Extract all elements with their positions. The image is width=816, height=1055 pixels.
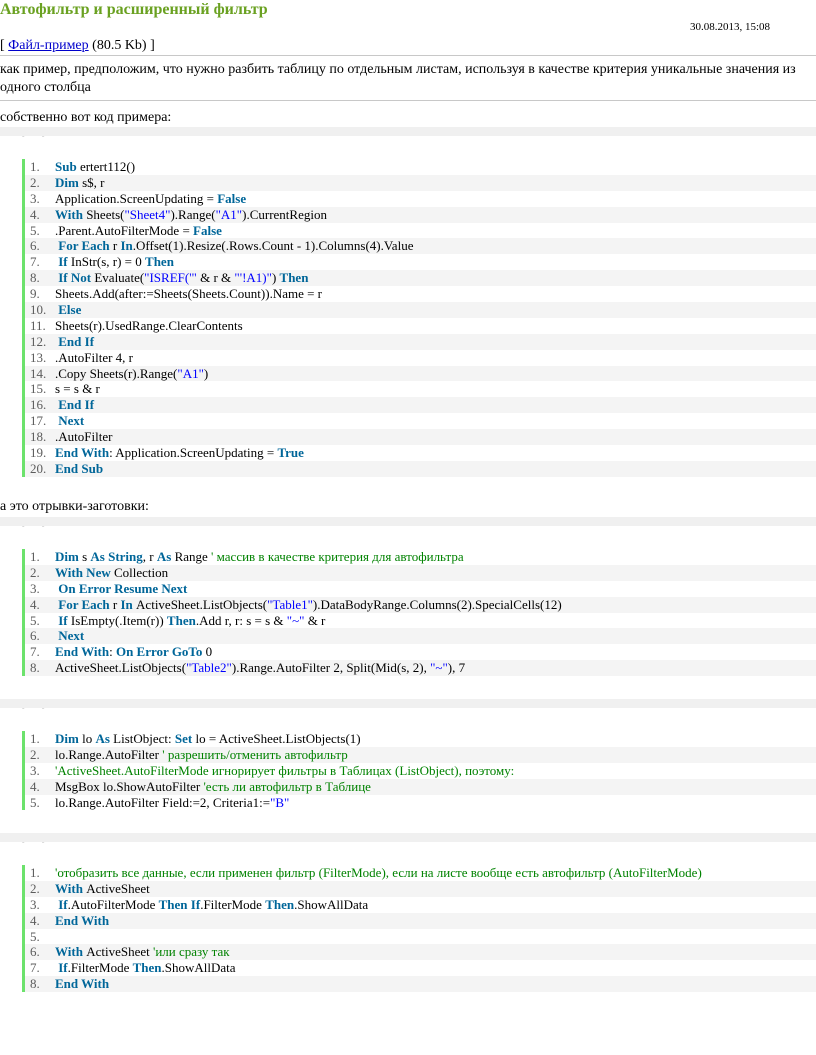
code-keyword: If Not (55, 270, 95, 286)
code-comment: 'ActiveSheet.AutoFilterMode игнорирует фильтры в Таблицах (ListObject), поэтому: (55, 762, 515, 778)
line-number: 12. (30, 333, 47, 349)
code-keyword: Then (265, 896, 295, 912)
code-token: 0 (205, 644, 213, 660)
code-text (55, 795, 289, 811)
line-number: 6. (30, 628, 40, 644)
code-line (25, 238, 816, 254)
code-line (25, 960, 816, 976)
code-text (55, 366, 208, 382)
code-keyword: In (120, 238, 133, 254)
code-text (55, 445, 304, 461)
line-number: 9. (30, 286, 40, 302)
code-line (25, 302, 816, 318)
code-text (55, 613, 325, 629)
code-string: "B" (270, 794, 290, 810)
code-token: r (112, 596, 121, 612)
code-line (25, 286, 816, 302)
line-number: 1. (30, 549, 40, 564)
code-keyword: For Each (55, 238, 113, 254)
line-number: 15. (30, 381, 47, 397)
code-toolbar-bar (0, 699, 816, 708)
code-text (55, 286, 322, 302)
code-line (25, 660, 816, 676)
code-line (25, 628, 816, 644)
code-text (55, 413, 84, 429)
line-number: 8. (30, 660, 40, 676)
line-number: 16. (30, 397, 47, 413)
file-attachment (0, 38, 155, 54)
line-number: 5. (30, 794, 40, 810)
code-toolbar-bar (0, 127, 816, 136)
line-number: 18. (30, 429, 47, 445)
code-token: .Parent.AutoFilterMode = (55, 222, 194, 238)
code-token: lo.Range.AutoFilter Field:=2, Criteria1:= (55, 794, 271, 810)
code-line (25, 929, 816, 945)
code-line (25, 976, 816, 992)
code-text (55, 897, 368, 913)
code-keyword: Dim (55, 549, 83, 564)
code-token: MsgBox lo.ShowAutoFilter (55, 778, 204, 794)
code-string: "~" (430, 660, 448, 676)
code-keyword: With (55, 880, 87, 896)
code-token: Application.ScreenUpdating = (55, 190, 218, 206)
line-number: 2. (30, 746, 40, 762)
line-number: 8. (30, 270, 40, 286)
code-line (25, 461, 816, 477)
code-token: ), 7 (447, 660, 466, 676)
code-line (25, 429, 816, 445)
file-bracket-open: [ (0, 38, 9, 53)
code-token: ertert112() (79, 159, 136, 174)
code-keyword: Next (55, 628, 85, 644)
code-line (25, 318, 816, 334)
code-text (55, 175, 104, 191)
code-keyword: As (156, 549, 175, 564)
code-keyword: Next (55, 413, 85, 429)
code-keyword: Set (174, 731, 196, 746)
code-text (55, 747, 348, 763)
code-token: , r (142, 549, 157, 564)
line-number: 1. (30, 159, 40, 174)
line-number: 19. (30, 445, 47, 461)
code-token: .Add r, r: s = s & (195, 612, 287, 628)
code-block (22, 865, 816, 992)
code-text (55, 397, 94, 413)
code-keyword: On Error Resume Next (55, 580, 188, 596)
code-line (25, 581, 816, 597)
code-token: s (82, 549, 91, 564)
code-line (25, 381, 816, 397)
code-keyword: End If (55, 333, 95, 349)
line-number: 5. (30, 612, 40, 628)
line-number: 3. (30, 762, 40, 778)
code-token: ) (203, 365, 209, 381)
code-string: "ISREF('" (144, 270, 197, 286)
code-text (55, 944, 230, 960)
code-line (25, 207, 816, 223)
line-number: 4. (30, 912, 40, 928)
code-token: .AutoFilterMode (67, 896, 159, 912)
line-number: 10. (30, 302, 47, 318)
code-line (25, 644, 816, 660)
code-token: ).Range.AutoFilter 2, Split(Mid(s, 2), (231, 660, 431, 676)
code-comment: ' разрешить/отменить автофильтр (162, 746, 348, 762)
code-token: ) (271, 270, 280, 286)
code-keyword: False (217, 190, 247, 206)
code-line (25, 191, 816, 207)
code-text (55, 913, 109, 929)
code-line (25, 445, 816, 461)
line-number: 7. (30, 644, 40, 660)
code-text (55, 254, 174, 270)
code-keyword: Then (279, 270, 309, 286)
code-token: Sheets( (86, 206, 125, 222)
code-keyword: False (193, 222, 222, 238)
code-token: .FilterMode (200, 896, 266, 912)
code-keyword: With (55, 944, 87, 960)
code-line (25, 865, 816, 881)
code-text (55, 581, 187, 597)
code-string: "Table2" (186, 660, 232, 676)
code-line (25, 334, 816, 350)
code-line (25, 763, 816, 779)
line-number: 17. (30, 413, 47, 429)
code-token: : Application.ScreenUpdating = (109, 445, 278, 461)
code-comment: 'или сразу так (152, 944, 230, 960)
line-number: 1. (30, 731, 40, 746)
code-token: .AutoFilter 4, r (55, 349, 133, 365)
code-token: Evaluate( (94, 270, 145, 286)
code-line (25, 223, 816, 239)
line-number: 3. (30, 190, 40, 206)
divider (0, 55, 816, 56)
line-number: 4. (30, 596, 40, 612)
code-token: InStr(s, r) = 0 (70, 254, 146, 270)
code-keyword: Dim (55, 731, 83, 746)
code-token: ).Range( (170, 206, 216, 222)
code-text (55, 779, 371, 795)
code-line (25, 397, 816, 413)
code-keyword: For Each (55, 596, 113, 612)
code-token: s = s & r (55, 381, 100, 397)
code-line (25, 613, 816, 629)
code-keyword: End Sub (55, 460, 104, 476)
line-number: 11. (30, 317, 46, 333)
code-line (25, 175, 816, 191)
line-number: 4. (30, 778, 40, 794)
line-number: 14. (30, 365, 47, 381)
code-string: "Table1" (267, 596, 313, 612)
code-text (55, 318, 243, 334)
code-caption: собственно вот код примера: (0, 110, 172, 125)
code-keyword: If (55, 254, 71, 270)
code-text (55, 302, 81, 318)
code-keyword: If (55, 896, 68, 912)
line-number: 3. (30, 580, 40, 596)
code-keyword: Then (132, 960, 162, 976)
code-text (55, 207, 327, 223)
code-keyword: With New (55, 564, 114, 580)
code-token: s$, r (82, 174, 105, 190)
code-block (22, 731, 816, 810)
code-token: r (112, 238, 121, 254)
code-block (22, 159, 816, 477)
code-token: ListObject: (113, 731, 175, 746)
code-line (25, 159, 816, 175)
line-number: 8. (30, 976, 40, 992)
code-text (55, 763, 514, 779)
code-line (25, 795, 816, 811)
code-token: .ShowAllData (294, 896, 369, 912)
code-token: .Copy Sheets(r).Range( (55, 365, 178, 381)
code-keyword: End With (55, 644, 110, 660)
code-token: lo (82, 731, 96, 746)
code-string: "A1" (215, 206, 243, 222)
code-text (55, 644, 212, 660)
code-line (25, 881, 816, 897)
code-token: Range (174, 549, 212, 564)
code-string: "~" (286, 612, 305, 628)
code-keyword: Then If (158, 896, 201, 912)
line-number: 6. (30, 944, 40, 960)
file-size: (80.5 Kb) ] (88, 38, 155, 53)
code-keyword: Then (166, 612, 196, 628)
code-text (55, 660, 465, 676)
code-keyword: End With (55, 445, 110, 461)
code-text (55, 597, 562, 613)
code-token: ).DataBodyRange.Columns(2).SpecialCells(12) (312, 596, 562, 612)
code-token: Sheets(r).UsedRange.ClearContents (55, 317, 243, 333)
code-toolbar-bar (0, 833, 816, 842)
line-number: 2. (30, 564, 40, 580)
line-number: 6. (30, 238, 40, 254)
code-line (25, 413, 816, 429)
code-text (55, 731, 361, 747)
code-token: .AutoFilter (55, 429, 113, 445)
page-title: Автофильтр и расширенный фильтр (0, 1, 268, 18)
code-line (25, 731, 816, 747)
code-token: Collection (113, 564, 169, 580)
code-line (25, 897, 816, 913)
code-token: : (109, 644, 116, 660)
line-number: 7. (30, 254, 40, 270)
code-token: .FilterMode (67, 960, 133, 976)
code-keyword: End With (55, 976, 110, 992)
code-token: ActiveSheet (86, 880, 150, 896)
line-number: 3. (30, 896, 40, 912)
line-number: 1. (30, 865, 40, 880)
code-text (55, 350, 133, 366)
code-line (25, 779, 816, 795)
code-keyword: True (277, 445, 304, 461)
code-keyword: End If (55, 397, 95, 413)
code-toolbar-bar (0, 517, 816, 526)
file-link[interactable]: Файл-пример (8, 38, 89, 53)
code-token: ).CurrentRegion (242, 206, 327, 222)
code-token: lo.Range.AutoFilter (55, 746, 163, 762)
code-comment: ' массив в качестве критерия для автофильтра (211, 549, 464, 564)
code-text (55, 270, 308, 286)
line-number: 20. (30, 460, 47, 476)
code-line (25, 913, 816, 929)
code-text (55, 565, 168, 581)
code-keyword: Sub (55, 159, 80, 174)
code-text (55, 865, 702, 881)
code-token: IsEmpty(.Item(r)) (70, 612, 167, 628)
code-text (55, 191, 246, 207)
code-token: ActiveSheet.ListObjects( (136, 596, 268, 612)
line-number: 7. (30, 960, 40, 976)
code-string: "Sheet4" (124, 206, 171, 222)
code-line (25, 747, 816, 763)
code-token: .Offset(1).Resize(.Rows.Count - 1).Columns(4).Value (132, 238, 414, 254)
code-token: ActiveSheet (86, 944, 153, 960)
code-text (55, 429, 112, 445)
line-number: 4. (30, 206, 40, 222)
code-keyword: If (55, 960, 68, 976)
code-line (25, 944, 816, 960)
code-line (25, 254, 816, 270)
code-token: & r (304, 612, 326, 628)
code-line (25, 350, 816, 366)
code-token: lo = ActiveSheet.ListObjects(1) (195, 731, 361, 746)
code-text (55, 223, 222, 239)
code-line (25, 597, 816, 613)
divider (0, 100, 816, 101)
code-keyword: If (55, 612, 71, 628)
code-token: ActiveSheet.ListObjects( (55, 660, 187, 676)
code-keyword: Else (55, 302, 82, 318)
code-comment: 'отобразить все данные, если применен фильтр (FilterMode), если на листе вообще есть автофильтр (AutoFilterMode) (55, 865, 702, 880)
code-token: & r & (196, 270, 235, 286)
code-keyword: Dim (55, 174, 83, 190)
line-number: 5. (30, 222, 40, 238)
intro-text: как пример, предположим, что нужно разбить таблицу по отдельным листам, используя в качестве критерия уникальные значения из одного столбца (0, 62, 796, 95)
line-number: 13. (30, 349, 47, 365)
line-number: 5. (30, 928, 40, 944)
code-token: .ShowAllData (161, 960, 236, 976)
code-comment: 'есть ли автофильтр в Таблице (203, 778, 371, 794)
post-date: 30.08.2013, 15:08 (689, 21, 770, 33)
line-number: 2. (30, 174, 40, 190)
code-keyword: End With (55, 912, 110, 928)
code-text (55, 238, 413, 254)
code-text (55, 881, 150, 897)
blanks-caption: а это отрывки-заготовки: (0, 499, 149, 514)
code-text (55, 549, 464, 565)
code-string: "A1" (177, 365, 204, 381)
code-keyword: As (95, 731, 114, 746)
code-token: Sheets.Add(after:=Sheets(Sheets.Count)).Name = r (55, 286, 323, 302)
code-text (55, 628, 84, 644)
code-line (25, 565, 816, 581)
line-number: 2. (30, 880, 40, 896)
code-line (25, 366, 816, 382)
code-string: "'!A1)" (234, 270, 272, 286)
code-text (55, 960, 236, 976)
code-keyword: With (55, 206, 87, 222)
code-block (22, 549, 816, 676)
code-keyword: As String (90, 549, 143, 564)
code-line (25, 549, 816, 565)
code-keyword: Then (145, 254, 174, 270)
code-text (55, 461, 103, 477)
code-keyword: In (120, 596, 137, 612)
code-text (55, 159, 135, 175)
code-text (55, 381, 100, 397)
code-text (55, 334, 94, 350)
code-keyword: On Error GoTo (115, 644, 206, 660)
code-line (25, 270, 816, 286)
code-text (55, 976, 109, 992)
